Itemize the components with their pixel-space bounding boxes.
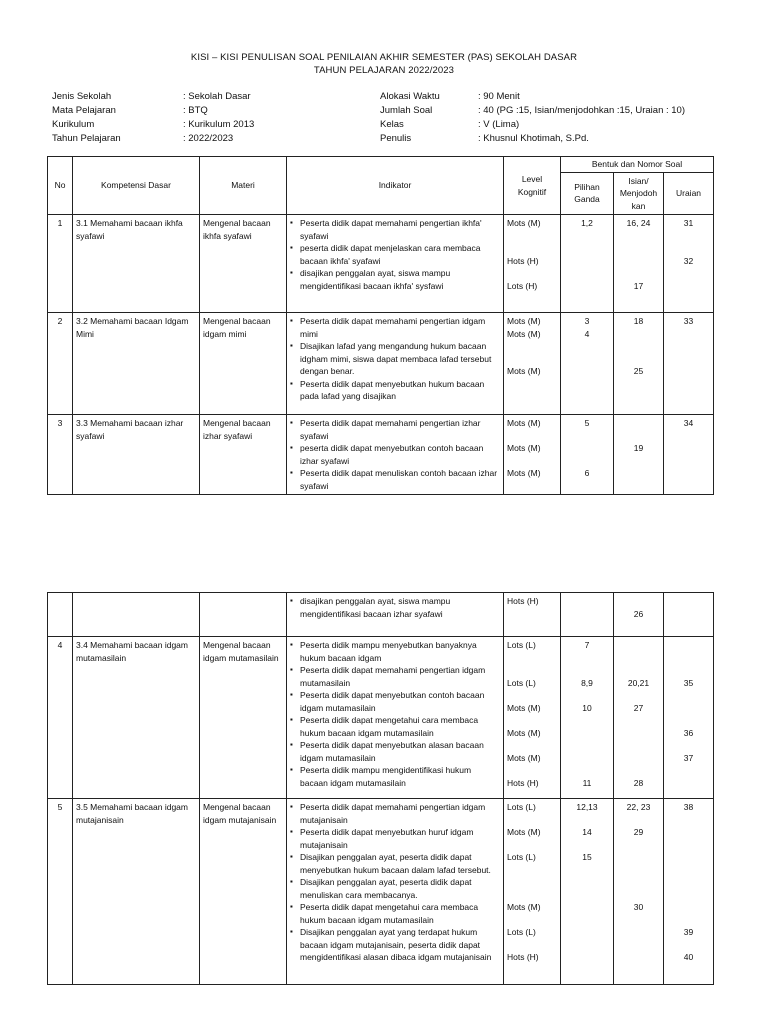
- question-number: 34: [683, 418, 694, 428]
- question-number: 4: [584, 328, 590, 339]
- question-number: [617, 739, 660, 752]
- row-pilihan-ganda: [561, 637, 614, 799]
- question-number: [667, 851, 710, 864]
- row-pilihan-ganda: [561, 799, 614, 985]
- indikator-item: ▪ Peserta didik dapat menuliskan contoh bacaan izhar syafawi: [290, 467, 500, 492]
- question-number: [564, 230, 610, 243]
- row-indikator: [287, 799, 504, 985]
- table-body: [48, 593, 714, 985]
- indikator-item: ▪ Peserta didik dapat memahami pengertian idgam mutajanisain: [290, 801, 500, 826]
- question-number: [617, 378, 660, 391]
- question-number: [617, 951, 660, 964]
- row-kompetensi-dasar: [73, 593, 200, 637]
- question-number: [617, 939, 660, 952]
- question-number: [667, 430, 710, 443]
- question-number: 36: [683, 727, 694, 738]
- indikator-item: ▪ peserta didik dapat menjelaskan cara membaca bacaan ikhfa' syafawi: [290, 242, 500, 267]
- question-number: [564, 267, 610, 280]
- level-value: [507, 378, 557, 391]
- question-number: 31: [683, 218, 694, 228]
- indikator-item: ▪ Peserta didik dapat menyebutkan hukum bacaan pada lafad yang disajikan: [290, 378, 500, 403]
- row-pilihan-ganda: [561, 313, 614, 415]
- question-number: [667, 914, 710, 927]
- table-row: [48, 637, 714, 799]
- level-value: Mots (M): [507, 902, 541, 912]
- indikator-list: [290, 417, 500, 492]
- question-number: [564, 664, 610, 677]
- table-row: [48, 593, 714, 637]
- question-number: [667, 280, 710, 293]
- question-number: [617, 480, 660, 493]
- indikator-list: [290, 639, 500, 789]
- table-row: [48, 215, 714, 313]
- level-value: [507, 230, 557, 243]
- table-row: [48, 415, 714, 495]
- level-value: [507, 353, 557, 366]
- question-number: [564, 889, 610, 902]
- question-number: 25: [633, 366, 644, 376]
- question-number: [667, 608, 710, 621]
- meta-label: Kelas: [380, 119, 404, 130]
- row-level-kognitif: [504, 415, 561, 495]
- question-number: [617, 267, 660, 280]
- level-value: [507, 430, 557, 443]
- row-no: 5: [48, 799, 73, 985]
- row-no: 1: [48, 215, 73, 313]
- question-number: [667, 365, 710, 378]
- meta-label: Jenis Sekolah: [52, 91, 112, 102]
- row-uraian: [664, 593, 714, 637]
- row-indikator: [287, 637, 504, 799]
- row-uraian: [664, 313, 714, 415]
- level-value: [507, 620, 557, 633]
- question-number: 17: [633, 280, 644, 291]
- header-uraian: Uraian: [664, 172, 714, 215]
- question-number: 27: [633, 702, 644, 713]
- question-number: [617, 926, 660, 939]
- row-uraian: [664, 799, 714, 985]
- row-pilihan-ganda: [561, 415, 614, 495]
- level-value: Lots (L): [507, 927, 536, 937]
- level-value: Mots (M): [507, 328, 541, 339]
- question-number: [564, 901, 610, 914]
- question-number: [667, 689, 710, 702]
- question-number: [667, 826, 710, 839]
- level-value: Hots (H): [507, 255, 539, 266]
- level-value: Lots (L): [507, 852, 536, 862]
- question-number: 8,9: [581, 677, 593, 688]
- question-number: [617, 230, 660, 243]
- question-number: [564, 689, 610, 702]
- question-number: [617, 417, 660, 430]
- level-value: Mots (M): [507, 752, 541, 763]
- question-number: [564, 714, 610, 727]
- row-isian: [614, 799, 664, 985]
- meta-value: : 40 (PG :15, Isian/menjodohkan :15, Uraian : 10): [478, 105, 686, 116]
- question-number: [617, 255, 660, 268]
- meta-value: : V (Lima): [478, 119, 520, 130]
- question-number: [564, 255, 610, 268]
- question-number: [667, 864, 710, 877]
- question-number: [564, 430, 610, 443]
- row-level-kognitif: [504, 313, 561, 415]
- indikator-item: ▪ disajikan penggalan ayat, siswa mampu mengidentifikasi bacaan ikhfa' sysfawi: [290, 267, 500, 292]
- question-number: [564, 652, 610, 665]
- question-number: [667, 639, 710, 652]
- row-materi: Mengenal bacaan idgam mutamasilain: [200, 637, 287, 799]
- row-kompetensi-dasar: 3.4 Memahami bacaan idgam mutamasilain: [73, 637, 200, 799]
- row-kompetensi-dasar: 3.3 Memahami bacaan izhar syafawi: [73, 415, 200, 495]
- question-number: [617, 455, 660, 468]
- question-number: 18: [633, 316, 644, 326]
- row-uraian: [664, 637, 714, 799]
- title-line-1: KISI – KISI PENULISAN SOAL PENILAIAN AKHIR SEMESTER (PAS) SEKOLAH DASAR: [190, 52, 578, 63]
- question-number: [617, 689, 660, 702]
- level-value: Mots (M): [507, 443, 541, 453]
- row-isian: [614, 415, 664, 495]
- question-number: [667, 664, 710, 677]
- question-number: 30: [633, 902, 644, 912]
- question-number: [617, 839, 660, 852]
- row-materi: Mengenal bacaan idgam mutajanisain: [200, 799, 287, 985]
- header-isian: Isian/ Menjodoh kan: [614, 172, 664, 215]
- question-number: [564, 939, 610, 952]
- meta-label: Kurikulum: [52, 119, 95, 130]
- question-number: [564, 608, 610, 621]
- level-value: Mots (M): [507, 727, 541, 738]
- row-isian: [614, 215, 664, 313]
- question-number: [617, 467, 660, 480]
- meta-label: Penulis: [380, 133, 412, 144]
- question-number: [667, 480, 710, 493]
- row-indikator: [287, 593, 504, 637]
- level-value: Hots (H): [507, 952, 539, 962]
- table-body: [48, 215, 714, 495]
- question-number: [667, 652, 710, 665]
- indikator-list: [290, 217, 500, 292]
- question-number: [617, 328, 660, 341]
- question-number: [564, 839, 610, 852]
- row-pilihan-ganda: [561, 593, 614, 637]
- question-number: [617, 595, 660, 608]
- question-number: [564, 764, 610, 777]
- level-value: [507, 689, 557, 702]
- question-number: 5: [584, 418, 590, 428]
- question-number: 11: [582, 777, 592, 788]
- indikator-item: ▪ Peserta didik mampu menyebutkan banyaknya hukum bacaan idgam: [290, 639, 500, 664]
- meta-value: : BTQ: [183, 105, 208, 116]
- indikator-item: ▪ Peserta didik dapat menyebutkan alasan bacaan idgam mutamasilain: [290, 739, 500, 764]
- level-value: Mots (M): [507, 218, 541, 228]
- level-value: Mots (M): [507, 702, 541, 713]
- meta-label: Jumlah Soal: [380, 105, 433, 116]
- question-number: [617, 764, 660, 777]
- indikator-item: ▪ Disajikan penggalan ayat yang terdapat hukum bacaan idgam mutajanisain, peserta didik dapat mengidentifikasi alasan dibaca idgam mutajanisain: [290, 926, 500, 964]
- level-value: [507, 914, 557, 927]
- row-isian: [614, 637, 664, 799]
- question-number: [564, 814, 610, 827]
- row-indikator: [287, 415, 504, 495]
- indikator-item: ▪ Peserta didik dapat memahami pengertian idgam mutamasilain: [290, 664, 500, 689]
- row-level-kognitif: [504, 215, 561, 313]
- row-materi: Mengenal bacaan ikhfa syafawi: [200, 215, 287, 313]
- question-number: [564, 595, 610, 608]
- question-number: 1,2: [581, 218, 593, 228]
- question-number: [617, 752, 660, 765]
- header-kompetensi-dasar: Kompetensi Dasar: [73, 157, 200, 215]
- row-isian: [614, 313, 664, 415]
- question-number: 33: [683, 316, 694, 326]
- level-value: [507, 480, 557, 493]
- level-value: Lots (L): [507, 802, 536, 812]
- question-number: 10: [582, 702, 592, 713]
- indikator-item: ▪ Disajikan penggalan ayat, peserta didik dapat menyebutkan hukum bacaan dalam lafad tersebut.: [290, 851, 500, 876]
- header-level-kognitif: Level Kognitif: [504, 157, 561, 215]
- row-level-kognitif: [504, 637, 561, 799]
- table-row: [48, 799, 714, 985]
- question-number: [667, 242, 710, 255]
- level-value: Hots (H): [507, 777, 539, 788]
- question-number: [564, 739, 610, 752]
- question-number: [617, 340, 660, 353]
- indikator-item: ▪ Peserta didik dapat memahami pengertian izhar syafawi: [290, 417, 500, 442]
- question-number: [667, 739, 710, 752]
- level-value: Lots (L): [507, 677, 536, 688]
- indikator-list: [290, 315, 500, 403]
- row-kompetensi-dasar: 3.5 Memahami bacaan idgam mutajanisain: [73, 799, 200, 985]
- question-number: 16, 24: [626, 218, 651, 228]
- question-number: [667, 889, 710, 902]
- question-number: [564, 365, 610, 378]
- question-number: [564, 455, 610, 468]
- level-value: [507, 267, 557, 280]
- indikator-list: [290, 801, 500, 964]
- level-value: [507, 652, 557, 665]
- row-isian: [614, 593, 664, 637]
- table-row: [48, 313, 714, 415]
- level-value: Lots (H): [507, 280, 538, 291]
- question-number: [667, 714, 710, 727]
- question-number: 39: [683, 927, 694, 937]
- question-number: 35: [683, 677, 694, 688]
- row-pilihan-ganda: [561, 215, 614, 313]
- indikator-item: ▪ peserta didik dapat menyebutkan contoh bacaan izhar syafawi: [290, 442, 500, 467]
- level-value: Mots (M): [507, 316, 541, 326]
- meta-value: : Sekolah Dasar: [183, 91, 251, 102]
- question-number: [564, 727, 610, 740]
- question-number: [564, 914, 610, 927]
- meta-label: Alokasi Waktu: [380, 91, 440, 102]
- indikator-item: ▪ Peserta didik dapat memahami pengertian idgam mimi: [290, 315, 500, 340]
- kisi-table-page-1: [47, 156, 714, 495]
- question-number: 40: [683, 952, 694, 962]
- question-number: [617, 851, 660, 864]
- level-value: [507, 739, 557, 752]
- question-number: [564, 926, 610, 939]
- level-value: [507, 864, 557, 877]
- question-number: 26: [633, 608, 644, 619]
- question-number: [564, 280, 610, 293]
- meta-left: [52, 89, 352, 149]
- question-number: [564, 620, 610, 633]
- question-number: 37: [683, 752, 694, 763]
- question-number: [617, 914, 660, 927]
- question-number: 38: [683, 802, 694, 812]
- question-number: 7: [584, 640, 590, 650]
- question-number: [617, 714, 660, 727]
- indikator-item: ▪ Peserta didik dapat mengetahui cara membaca hukum bacaan idgam mutamasilain: [290, 901, 500, 926]
- question-number: [667, 901, 710, 914]
- question-number: [617, 727, 660, 740]
- header-materi: Materi: [200, 157, 287, 215]
- question-number: [667, 230, 710, 243]
- question-number: [617, 864, 660, 877]
- question-number: [667, 702, 710, 715]
- question-number: [564, 442, 610, 455]
- question-number: [564, 752, 610, 765]
- question-number: 6: [584, 468, 590, 478]
- level-value: [507, 839, 557, 852]
- title-line-2: TAHUN PELAJARAN 2022/2023: [313, 65, 455, 76]
- question-number: [617, 242, 660, 255]
- row-kompetensi-dasar: 3.1 Memahami bacaan ikhfa syafawi: [73, 215, 200, 313]
- level-value: [507, 889, 557, 902]
- indikator-item: ▪ Peserta didik dapat menyebutkan contoh bacaan idgam mutamasilain: [290, 689, 500, 714]
- level-value: [507, 939, 557, 952]
- meta-label: Tahun Pelajaran: [52, 133, 121, 144]
- question-number: [667, 876, 710, 889]
- row-indikator: [287, 215, 504, 313]
- row-uraian: [664, 215, 714, 313]
- level-value: [507, 608, 557, 621]
- question-number: [617, 664, 660, 677]
- question-number: [667, 595, 710, 608]
- indikator-item: ▪ Peserta didik dapat mengetahui cara membaca hukum bacaan idgam mutamasilain: [290, 714, 500, 739]
- level-value: Hots (H): [507, 596, 539, 606]
- question-number: [667, 777, 710, 790]
- meta-right: [380, 89, 710, 149]
- question-number: [617, 876, 660, 889]
- question-number: 20,21: [627, 677, 650, 688]
- level-value: [507, 814, 557, 827]
- question-number: [564, 876, 610, 889]
- header-indikator: Indikator: [287, 157, 504, 215]
- row-uraian: [664, 415, 714, 495]
- row-no: 3: [48, 415, 73, 495]
- indikator-item: ▪ Peserta didik dapat memahami pengertian ikhfa' syafawi: [290, 217, 500, 242]
- meta-value: : Khusnul Khotimah, S.Pd.: [478, 133, 589, 144]
- row-materi: Mengenal bacaan izhar syafawi: [200, 415, 287, 495]
- row-no: [48, 593, 73, 637]
- header-bentuk-nomor-soal: Bentuk dan Nomor Soal: [561, 157, 714, 173]
- question-number: [564, 378, 610, 391]
- question-number: [617, 620, 660, 633]
- level-value: [507, 714, 557, 727]
- question-number: [564, 340, 610, 353]
- question-number: 32: [683, 255, 694, 266]
- question-number: [617, 639, 660, 652]
- indikator-item: ▪ Disajikan penggalan ayat, peserta didik dapat menuliskan cara membacanya.: [290, 876, 500, 901]
- row-no: 2: [48, 313, 73, 415]
- meta-value: : 2022/2023: [183, 133, 234, 144]
- question-number: 28: [633, 777, 644, 788]
- question-number: [617, 814, 660, 827]
- question-number: 14: [582, 827, 592, 837]
- question-number: [617, 353, 660, 366]
- meta-value: : 90 Menit: [478, 91, 520, 102]
- question-number: [564, 864, 610, 877]
- question-number: [617, 889, 660, 902]
- level-value: [507, 340, 557, 353]
- question-number: [564, 480, 610, 493]
- level-value: [507, 876, 557, 889]
- indikator-item: ▪ Peserta didik dapat menyebutkan huruf idgam mutajanisain: [290, 826, 500, 851]
- meta-value: : Kurikulum 2013: [183, 119, 255, 130]
- question-number: 22, 23: [626, 802, 651, 812]
- question-number: 29: [633, 827, 644, 837]
- level-value: Lots (L): [507, 640, 536, 650]
- row-kompetensi-dasar: 3.2 Memahami bacaan Idgam Mimi: [73, 313, 200, 415]
- indikator-item: ▪ disajikan penggalan ayat, siswa mampu mengidentifikasi bacaan izhar syafawi: [290, 595, 500, 620]
- row-level-kognitif: [504, 799, 561, 985]
- question-number: [667, 939, 710, 952]
- question-number: [617, 652, 660, 665]
- question-number: [617, 430, 660, 443]
- question-number: [667, 467, 710, 480]
- row-level-kognitif: [504, 593, 561, 637]
- question-number: [667, 378, 710, 391]
- question-number: [564, 951, 610, 964]
- question-number: 3: [584, 316, 590, 326]
- row-materi: Mengenal bacaan idgam mimi: [200, 313, 287, 415]
- question-number: [667, 353, 710, 366]
- question-number: 15: [582, 852, 592, 862]
- level-value: Mots (M): [507, 366, 541, 376]
- row-materi: [200, 593, 287, 637]
- question-number: [667, 839, 710, 852]
- level-value: Mots (M): [507, 468, 541, 478]
- question-number: [564, 353, 610, 366]
- level-value: Mots (M): [507, 418, 541, 428]
- indikator-list: [290, 595, 500, 620]
- kisi-table-page-2: [47, 592, 714, 985]
- header-pilihan-ganda: Pilihan Ganda: [561, 172, 614, 215]
- question-number: 19: [633, 443, 644, 453]
- question-number: [667, 620, 710, 633]
- header-no: No: [48, 157, 73, 215]
- level-value: [507, 455, 557, 468]
- level-value: [507, 664, 557, 677]
- question-number: [667, 455, 710, 468]
- question-number: [667, 814, 710, 827]
- question-number: [667, 340, 710, 353]
- question-number: [667, 764, 710, 777]
- meta-label: Mata Pelajaran: [52, 105, 116, 116]
- row-no: 4: [48, 637, 73, 799]
- indikator-item: ▪ Peserta didik mampu mengidentifikasi hukum bacaan idgam mutamasilain: [290, 764, 500, 789]
- row-indikator: [287, 313, 504, 415]
- question-number: [564, 242, 610, 255]
- indikator-item: ▪ Disajikan lafad yang mengandung hukum bacaan idgham mimi, siswa dapat membaca lafad tersebut dengan benar.: [290, 340, 500, 378]
- question-number: [667, 328, 710, 341]
- level-value: [507, 764, 557, 777]
- level-value: Mots (M): [507, 827, 541, 837]
- question-number: 12,13: [576, 802, 598, 812]
- question-number: [667, 267, 710, 280]
- question-number: [667, 442, 710, 455]
- level-value: [507, 242, 557, 255]
